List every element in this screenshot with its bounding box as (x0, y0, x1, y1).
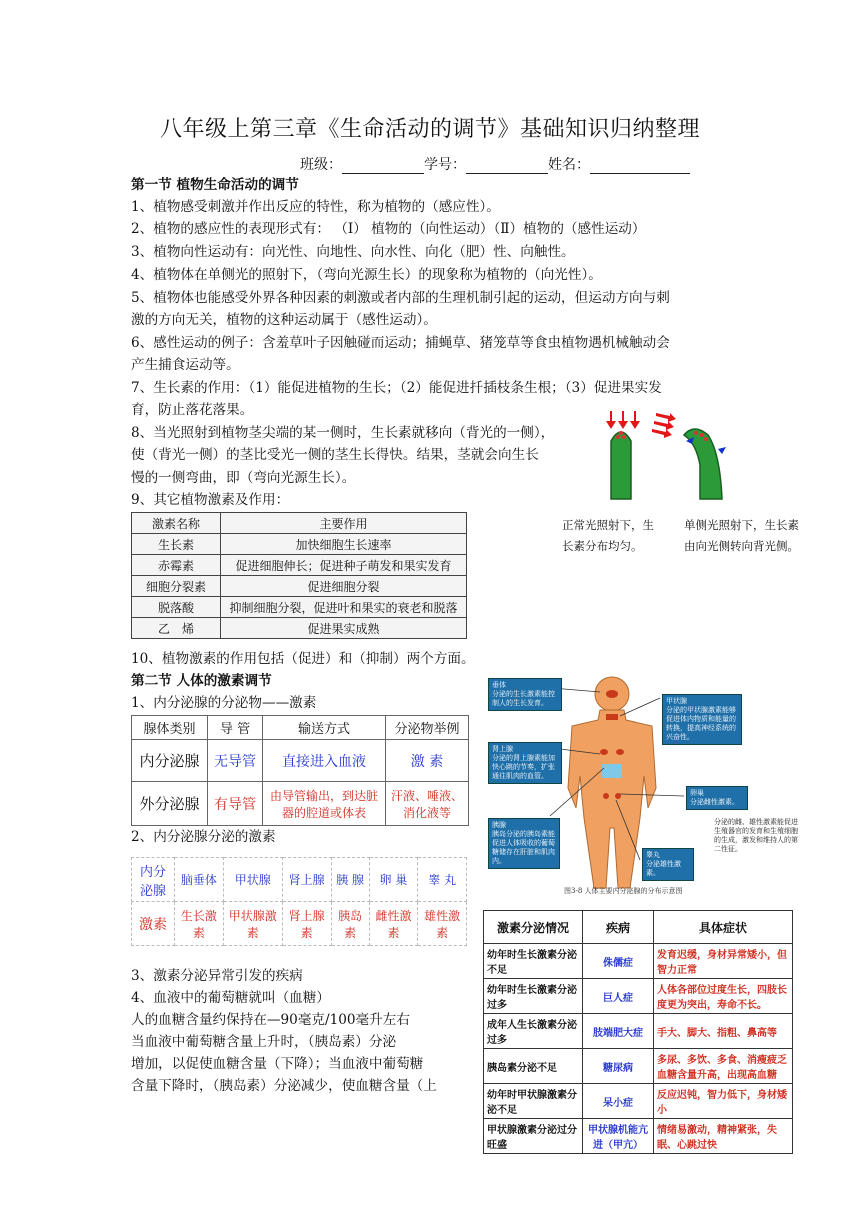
table-row: 乙 烯 促进果实成熟 (132, 618, 467, 639)
text-line: 8、当光照射到植物茎尖端的某一侧时，生长素就移向（背光的一侧）， (131, 425, 555, 441)
page-title: 八年级上第三章《生命活动的调节》基础知识归纳整理 (159, 117, 700, 142)
text-line: 激的方向无关，植物的这种运动属于（感性运动）。 (131, 312, 437, 328)
class-blank[interactable] (342, 159, 424, 174)
red-arrows-side-icon (652, 413, 676, 438)
text-line: 2、内分泌腺分泌的激素 (131, 829, 276, 845)
text-line: 增加，以促使血糖含量（下降）；当血液中葡萄糖 (131, 1056, 424, 1072)
name-label: 姓名： (548, 157, 590, 173)
text-line: 1、植物感受刺激并作出反应的特性，称为植物的（感应性）。 (131, 199, 500, 215)
pituitary-callout: 垂体 分泌的生长激素能控制人的生长发育。 (488, 678, 562, 711)
table-row: 赤霉素 促进细胞伸长；促进种子萌发和果实发育 (132, 555, 467, 576)
red-arrows-vertical-icon (606, 411, 640, 429)
gland-comparison-table (131, 715, 469, 826)
table-row: 内分泌腺 无导管 直接进入血液 激 素 (132, 740, 469, 782)
table-row: 生长素 加快细胞生长速率 (132, 534, 467, 555)
table-row: 腺体类别 导 管 输送方式 分泌物举例 (132, 716, 469, 740)
text-line: 使（背光一侧）的茎比受光一侧的茎生长得快。结果，茎就会向生长 (131, 447, 539, 463)
straight-stem-icon (611, 431, 631, 499)
text-line: 育，防止落花落果。 (131, 402, 254, 418)
text-line: 4、植物体在单侧光的照射下，（弯向光源生长）的现象称为植物的（向光性）。 (131, 267, 602, 283)
text-line: 3、激素分泌异常引发的疾病 (131, 968, 303, 984)
table-row: 外分泌腺 有导管 由导管输出，到达脏器的腔道或体表 汗液、唾液、消化液等 (132, 782, 469, 826)
plant-hormone-table (131, 512, 467, 639)
text-line: 4、血液中的葡萄糖就叫（血糖） (131, 990, 330, 1006)
sex-hormone-note: 分泌的雌、雄性激素能促进生殖器官的发育和生殖细胞的生成，激发和维持人的第二性征。 (714, 818, 798, 853)
table-row: 幼年时甲状腺激素分泌不足 呆小症 反应迟钝，智力低下，身材矮小 (484, 1084, 793, 1119)
text-line: 3、植物向性运动有：向光性、向地性、向水性、向化（肥）性、向触性。 (131, 244, 575, 260)
table-row: 细胞分裂素 促进细胞分裂 (132, 576, 467, 597)
pancreas-callout: 胰腺 胰岛分泌的胰岛素能促进人体吸收的葡萄糖储存在肝脏和肌肉内。 (488, 818, 560, 869)
testis-callout: 睾丸 分泌雄性激素。 (642, 848, 694, 881)
phototropism-illustration (596, 405, 736, 505)
ovary-callout: 卵巢 分泌雌性激素。 (686, 786, 748, 810)
text-line: 含量下降时，（胰岛素）分泌减少，使血糖含量（上 (131, 1078, 437, 1094)
text-line: 9、其它植物激素及作用： (131, 492, 290, 508)
section2-heading: 第二节 人体的激素调节 (131, 673, 272, 689)
name-blank[interactable] (590, 159, 690, 174)
table-row: 甲状腺激素分泌过分旺盛 甲状腺机能亢进（甲亢） 情绪易激动，精神紧张，失眠、心跳过快 (484, 1119, 793, 1154)
text-line: 5、植物体也能感受外界各种因素的刺激或者内部的生理机制引起的运动，但运动方向与刺 (131, 290, 670, 306)
student-info (300, 154, 690, 174)
id-label: 学号： (424, 157, 466, 173)
hormone-disease-table (483, 910, 793, 1154)
text-line: 慢的一侧弯曲，即（弯向光源生长）。 (131, 470, 356, 486)
text-line: 7、生长素的作用：（1）能促进植物的生长；（2）能促进扦插枝条生根；（3）促进果实发 (131, 380, 662, 396)
table-row: 激素名称 主要作用 (132, 513, 467, 534)
table-row: 幼年时生长激素分泌不足 侏儒症 发育迟缓，身材异常矮小，但智力正常 (484, 944, 793, 979)
table-row: 胰岛素分泌不足 糖尿病 多尿、多饮、多食、消瘦疲乏血糖含量升高，出现高血糖 (484, 1049, 793, 1084)
bent-stem-icon (684, 429, 726, 499)
caption-left: 正常光照射下，生 长素分布均匀。 (562, 518, 654, 553)
text-line: 1、内分泌腺的分泌物——激素 (131, 695, 317, 711)
text-line: 10、植物激素的作用包括（促进）和（抑制）两个方面。 (131, 651, 475, 667)
section1-heading: 第一节 植物生命活动的调节 (131, 177, 299, 193)
class-label: 班级： (300, 157, 342, 173)
gland-secretion-table (131, 857, 467, 946)
table-row: 成年人生长激素分泌过多 肢端肥大症 手大、脚大、指粗、鼻高等 (484, 1014, 793, 1049)
figure-caption: 图3-8 人体主要内分泌腺的分布示意图 (564, 887, 683, 895)
id-blank[interactable] (466, 159, 548, 174)
table-row: 幼年时生长激素分泌过多 巨人症 人体各部位过度生长，四肢长度更为突出，寿命不长。 (484, 979, 793, 1014)
text-line: 人的血糖含量约保持在—90毫克/100毫升左右 (131, 1012, 410, 1028)
text-line: 6、感性运动的例子：含羞草叶子因触碰而运动；捕蝇草、猪笼草等食虫植物遇机械触动会 (131, 335, 670, 351)
endocrine-gland-figure (480, 668, 810, 900)
table-row: 脱落酸 抑制细胞分裂，促进叶和果实的衰老和脱落 (132, 597, 467, 618)
adrenal-callout: 肾上腺 分泌的肾上腺素能加快心跳的节奏，扩张通往肌肉的血管。 (488, 742, 562, 784)
caption-right: 单侧光照射下，生长素 由向光侧转向背光侧。 (684, 518, 799, 553)
table-row: 内分泌腺 脑垂体 甲状腺 肾上腺 胰 腺 卵 巢 睾 丸 (132, 858, 467, 902)
table-row: 激素 生长激素 甲状腺激素 肾上腺素 胰岛素 雌性激素 雄性激素 (132, 902, 467, 946)
text-line: 产生捕食运动等。 (131, 357, 240, 373)
thyroid-callout: 甲状腺 分泌的甲状腺激素能够促进体内物质和能量的转换，提高神经系统的兴奋性。 (662, 694, 742, 745)
text-line: 当血液中葡萄糖含量上升时，（胰岛素）分泌 (131, 1034, 397, 1050)
text-line: 2、植物的感应性的表现形式有： （Ⅰ） 植物的（向性运动）（Ⅱ）植物的（感性运动） (131, 221, 646, 237)
table-row: 激素分泌情况 疾病 具体症状 (484, 911, 793, 944)
